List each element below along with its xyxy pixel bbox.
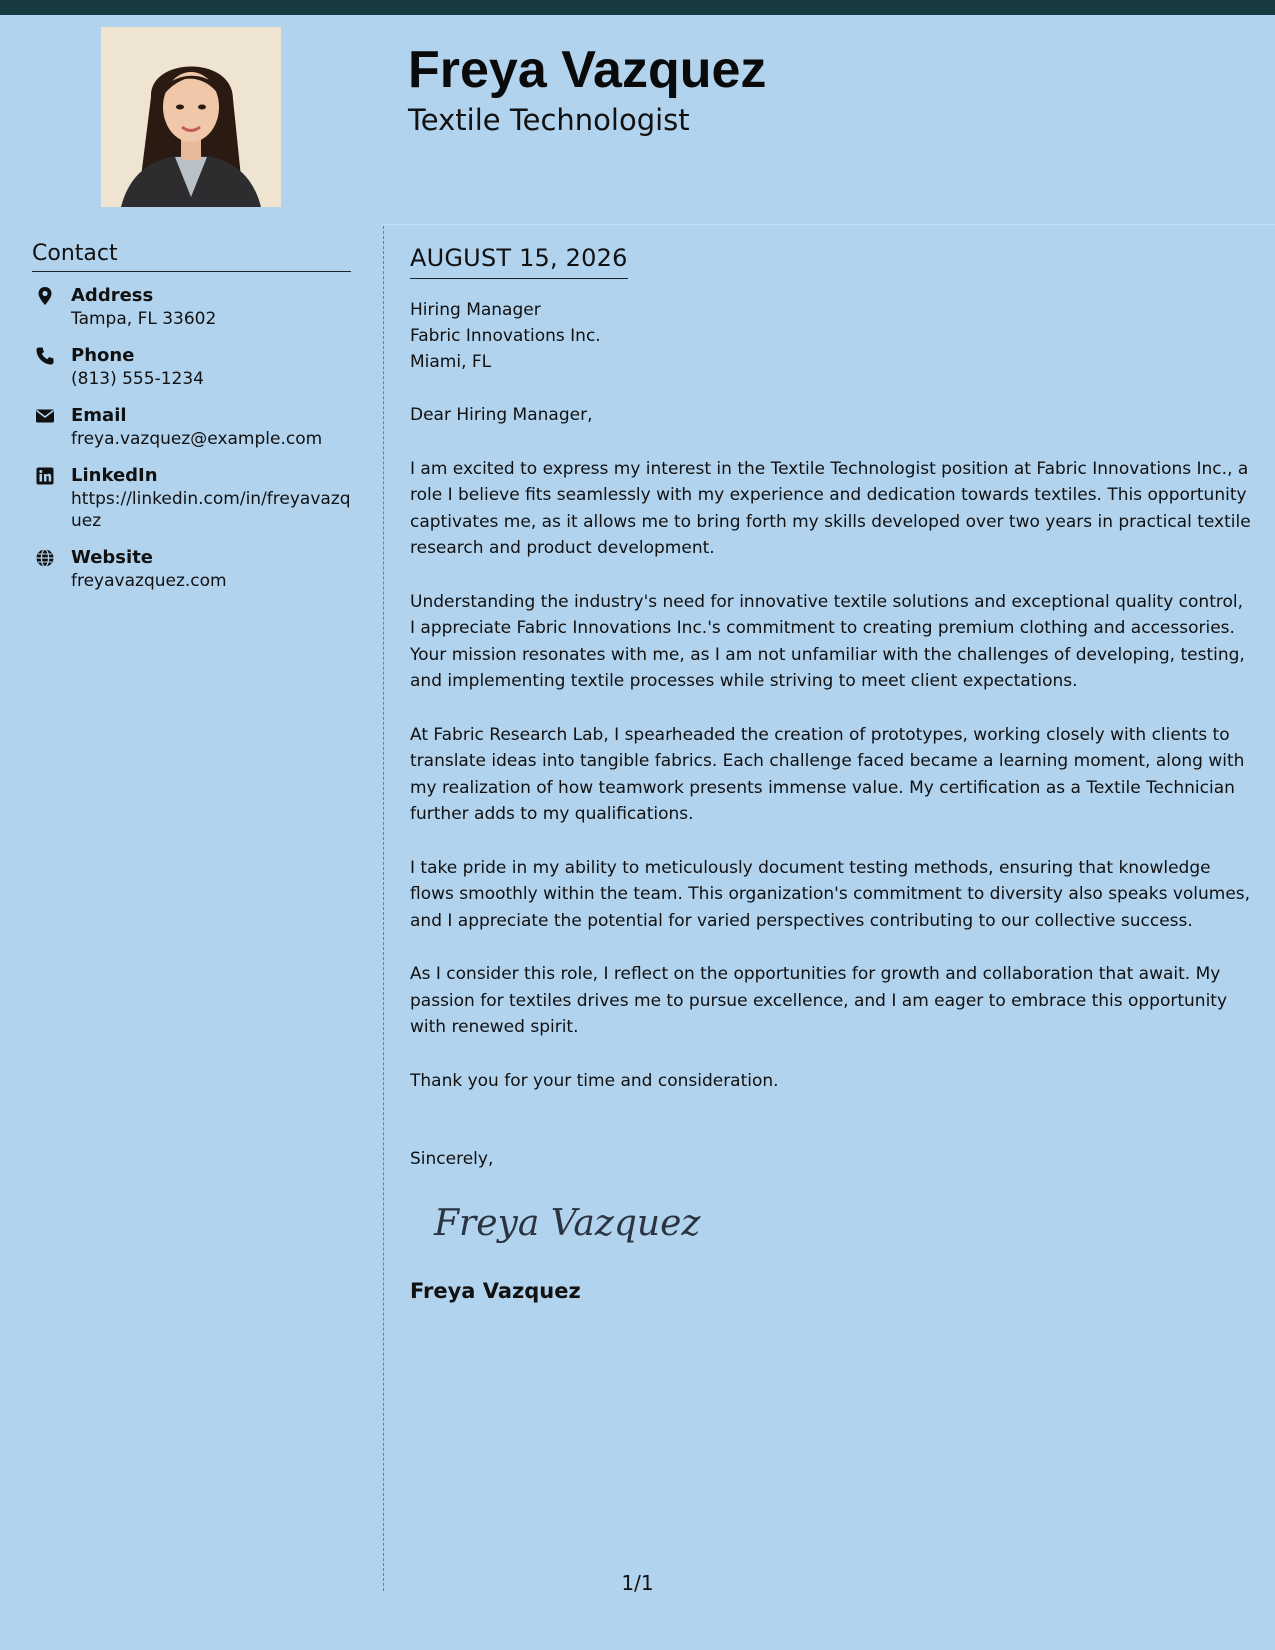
- paragraph: I take pride in my ability to meticulously document testing methods, ensuring that knowledge flows smoothly within the team. This organization's commitment to diversity also speaks volumes, and I appreciate the potential for varied perspectives contributing to our collective success.: [410, 857, 1251, 931]
- closing: Sincerely,: [410, 1149, 494, 1169]
- contact-label: Phone: [71, 345, 135, 366]
- contact-value: freyavazquez.com: [71, 571, 227, 591]
- letter-date: AUGUST 15, 2026: [410, 242, 628, 279]
- signature-text: Freya Vazquez: [434, 1202, 701, 1244]
- linkedin-icon: [35, 466, 55, 486]
- top-bar: [0, 0, 1275, 15]
- candidate-title: Textile Technologist: [408, 103, 690, 137]
- phone-icon: [35, 346, 55, 366]
- paragraph: Understanding the industry's need for innovative textile solutions and exceptional quality control, I appreciate Fabric Innovations Inc.'s commitment to creating premium clothing and accessories. Your mission resonates with me, as I am not unfamiliar with the challenges of developing, testing, and implementing textile processes while striving to meet client expectations.: [410, 591, 1245, 691]
- contact-item-phone: [32, 344, 351, 390]
- profile-photo: [101, 27, 281, 207]
- paragraph: At Fabric Research Lab, I spearheaded the creation of prototypes, working closely with clients to translate ideas into tangible fabrics. Each challenge faced became a learning moment, along with my realization of how teamwork presents immense value. My certification as a Textile Technician further adds to my qualifications.: [410, 724, 1245, 824]
- contact-label: Address: [71, 285, 154, 306]
- signature: [430, 1197, 701, 1251]
- salutation: Dear Hiring Manager,: [410, 405, 593, 425]
- contact-value: freya.vazquez@example.com: [71, 429, 323, 449]
- contact-item-website: [32, 546, 351, 592]
- recipient-line: Fabric Innovations Inc.: [410, 326, 601, 346]
- recipient-line: Miami, FL: [410, 352, 492, 372]
- contact-sidebar: [32, 240, 351, 606]
- envelope-icon: [35, 406, 55, 426]
- contact-item-email: [32, 404, 351, 450]
- candidate-name: Freya Vazquez: [408, 41, 767, 99]
- header-divider: [382, 224, 1275, 225]
- contact-label: Email: [71, 405, 127, 426]
- map-pin-icon: [35, 286, 55, 306]
- contact-heading: Contact: [32, 240, 351, 272]
- profile-photo-image: [101, 27, 281, 207]
- contact-value: Tampa, FL 33602: [71, 309, 217, 329]
- contact-item-linkedin: [32, 464, 351, 532]
- paragraph: As I consider this role, I reflect on the opportunities for growth and collaboration that await. My passion for textiles drives me to pursue excellence, and I am eager to embrace this opportunity with renewed spirit.: [410, 964, 1228, 1037]
- contact-item-address: [32, 284, 351, 330]
- signed-name: Freya Vazquez: [410, 1278, 581, 1303]
- column-divider: [383, 226, 384, 1591]
- recipient-block: [410, 297, 1252, 375]
- contact-label: Website: [71, 547, 154, 568]
- paragraph: Thank you for your time and consideration.: [410, 1070, 779, 1091]
- page-number: 1/1: [621, 1571, 654, 1595]
- paragraph: I am excited to express my interest in the Textile Technologist position at Fabric Innovations Inc., a role I believe fits seamlessly with my experience and dedication towards textiles. This opportunity captivates me, as it allows me to bring forth my skills developed over two years in practical textile research and product development.: [410, 458, 1251, 558]
- contact-value: https://linkedin.com/in/freyavazquez: [71, 489, 351, 531]
- signature-image: [430, 1197, 701, 1251]
- recipient-line: Hiring Manager: [410, 300, 541, 320]
- globe-icon: [35, 548, 55, 568]
- contact-value: (813) 555-1234: [71, 369, 204, 389]
- letter-body: [410, 242, 1252, 1305]
- contact-label: LinkedIn: [71, 465, 158, 486]
